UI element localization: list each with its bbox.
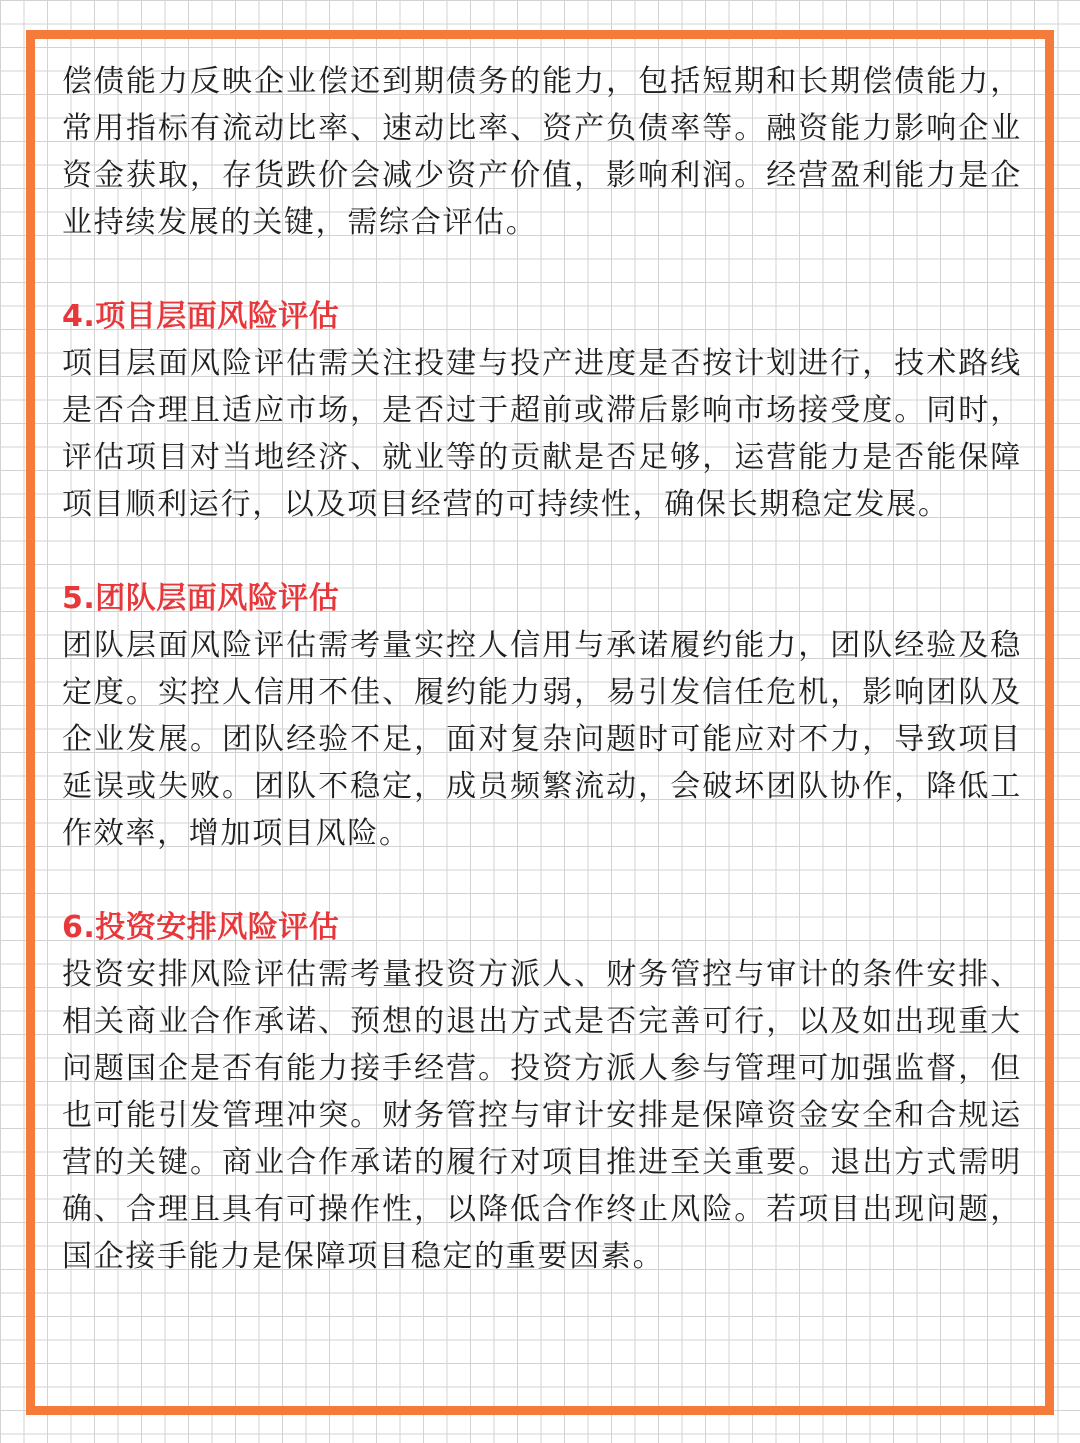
section-body-investment-risk: 投资安排风险评估需考量投资方派人、财务管控与审计的条件安排、相关商业合作承诺、预想的退出方式是否完善可行，以及如出现重大问题国企是否有能力接手经营。投资方派人参与管理可加强监督，但也可能引发管理冲突。财务管控与审计安排是保障资金安全和合规运营的关键。商业合作承诺的履行对项目推进至关重要。退出方式需明确、合理且具有可操作性，以降低合作终止风险。若项目出现问题，国企接手能力是保障项目稳定的重要因素。 xyxy=(62,957,1022,1274)
section-heading-investment-risk: 6.投资安排风险评估 xyxy=(62,910,340,945)
section-body-project-risk: 项目层面风险评估需关注投建与投产进度是否按计划进行，技术路线是否合理且适应市场，是否过于超前或滞后影响市场接受度。同时，评估项目对当地经济、就业等的贡献是否足够，运营能力是否能保障项目顺利运行，以及项目经营的可持续性，确保长期稳定发展。 xyxy=(62,346,1022,522)
intro-paragraph: 偿债能力反映企业偿还到期债务的能力，包括短期和长期偿债能力，常用指标有流动比率、速动比率、资产负债率等。融资能力影响企业资金获取，存货跌价会减少资产价值，影响利润。经营盈利能力是企业持续发展的关键，需综合评估。 xyxy=(62,64,1022,240)
section-body-team-risk: 团队层面风险评估需考量实控人信用与承诺履约能力，团队经验及稳定度。实控人信用不佳、履约能力弱，易引发信任危机，影响团队及企业发展。团队经验不足，面对复杂问题时可能应对不力，导致项目延误或失败。团队不稳定，成员频繁流动，会破坏团队协作，降低工作效率，增加项目风险。 xyxy=(62,628,1022,851)
article-content xyxy=(62,58,1022,1280)
section-heading-team-risk: 5.团队层面风险评估 xyxy=(62,581,340,616)
section-heading-project-risk: 4.项目层面风险评估 xyxy=(62,299,340,334)
